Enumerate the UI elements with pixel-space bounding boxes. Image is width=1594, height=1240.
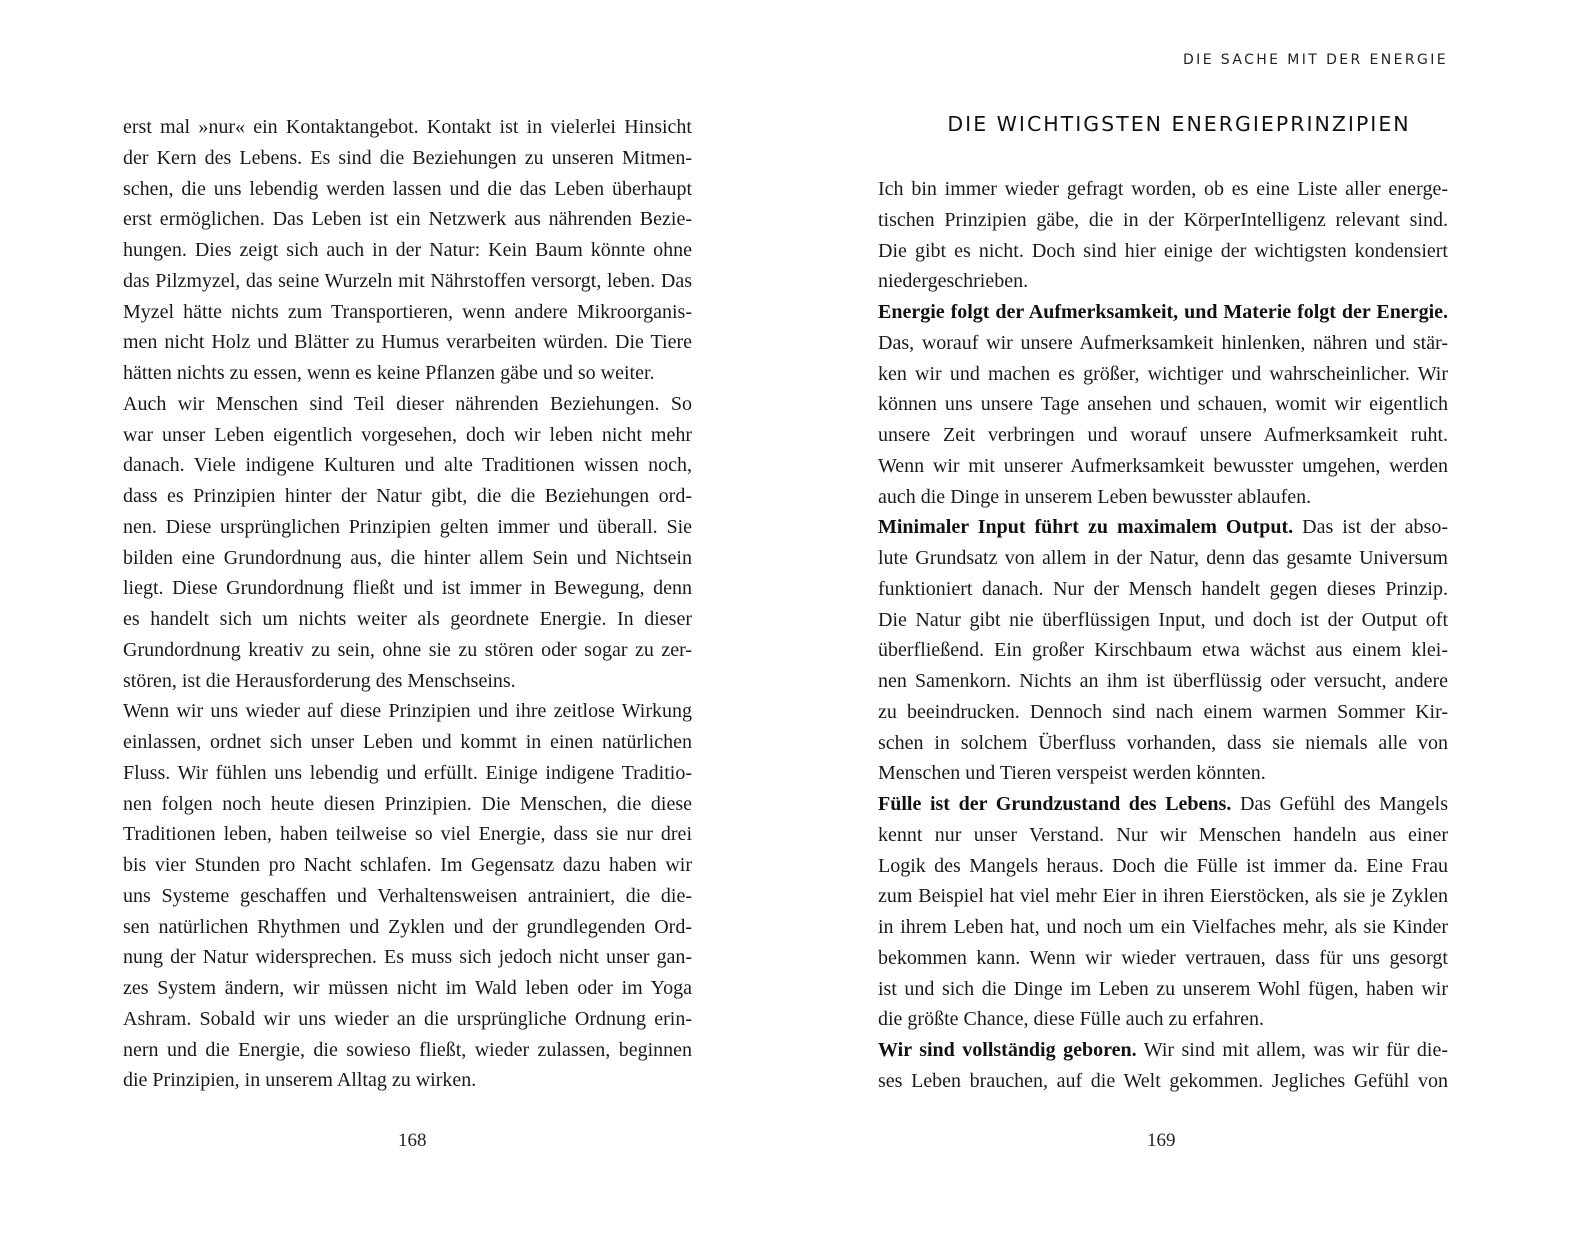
text-line [878,666,1448,697]
right-body-text [878,174,1448,1097]
text-line [878,420,1448,451]
text-line [878,789,1448,820]
line-text: Menschen und Tieren verspeist werden könnten. [878,762,1266,785]
line-text: dass es Prinzipien hinter der Natur gibt, die die Beziehungen ord- [123,485,692,507]
text-line [123,942,692,973]
running-head: DIE SACHE MIT DER ENERGIE [1182,52,1448,68]
line-text: kennt nur unser Verstand. Nur wir Menschen handeln aus einer [878,823,1448,846]
text-line [123,143,692,174]
text-line [123,789,692,820]
line-text: nen folgen noch heute diesen Prinzipien. Die Menschen, die diese [123,792,692,815]
text-line [123,204,692,235]
text-line [123,512,692,543]
line-text: uns Systeme geschaffen und Verhaltensweisen antrainiert, die die- [123,884,692,907]
line-text: Die gibt es nicht. Doch sind hier einige der wichtigsten kondensiert [878,239,1448,262]
line-text: Wir sind mit allem, was wir für die- [1136,1039,1449,1061]
line-text: Myzel hätte nichts zum Transportieren, wenn andere Mikroorganis- [123,300,692,323]
text-line [123,266,692,297]
line-text: Wenn wir mit unserer Aufmerksamkeit bewusster umgehen, werden [878,454,1448,477]
line-text: in ihrem Leben hat, und noch um ein Vielfaches mehr, als sie Kinder [878,916,1448,938]
line-text: stören, ist die Herausforderung des Menschseins. [123,669,516,692]
text-line [878,297,1448,328]
text-line [878,1035,1448,1066]
text-line [123,758,692,789]
text-line [878,820,1448,851]
line-text: es handelt sich um nichts weiter als geordnete Energie. In dieser [123,608,692,630]
line-text: tischen Prinzipien gäbe, die in der KörperIntelligenz relevant sind. [878,208,1448,231]
text-line [123,881,692,912]
text-line [123,235,692,266]
line-text: bekommen kann. Wenn wir wieder vertrauen, dass für uns gesorgt [878,946,1448,969]
line-text: Wenn wir uns wieder auf diese Prinzipien und ihre zeitlose Wirkung [123,700,692,723]
line-text: Auch wir Menschen sind Teil dieser nährenden Beziehungen. So [123,392,692,415]
text-line [123,327,692,358]
text-line [123,112,692,143]
line-text: der Kern des Lebens. Es sind die Beziehungen zu unseren Mitmen- [123,146,692,169]
text-line [878,728,1448,759]
line-text: Grundordnung kreativ zu sein, ohne sie zu stören oder sogar zu zer- [123,638,692,661]
text-line [123,604,692,635]
text-line [123,727,692,758]
line-text: erst mal »nur« ein Kontaktangebot. Kontakt ist in vielerlei Hinsicht [123,116,692,138]
text-line [123,666,692,697]
line-text: Das ist der abso- [1293,516,1449,539]
text-line [123,573,692,604]
line-text: hungen. Dies zeigt sich auch in der Natur: Kein Baum könnte ohne [123,239,692,261]
line-text: ken wir und machen es größer, wichtiger und wahrscheinlicher. Wir [878,362,1448,385]
text-line [123,1035,692,1066]
line-text: ses Leben brauchen, auf die Welt gekommen. Jegliches Gefühl von [878,1069,1448,1092]
line-text: Das, worauf wir unsere Aufmerksamkeit hinlenken, nähren und stär- [878,331,1448,354]
text-line [878,912,1448,943]
text-line [878,943,1448,974]
text-line [878,881,1448,912]
text-line [878,758,1448,789]
line-text: lute Grundsatz von allem in der Natur, denn das gesamte Universum [878,547,1448,569]
line-text: Logik des Mangels heraus. Doch die Fülle ist immer da. Eine Frau [878,854,1448,877]
bold-principle: Fülle ist der Grundzustand des Lebens. [878,793,1232,815]
bold-principle: Minimaler Input führt zu maximalem Output. [878,516,1294,539]
line-text: erst ermöglichen. Das Leben ist ein Netzwerk aus nährenden Bezie- [123,208,692,231]
text-line [878,389,1448,420]
line-text: auch die Dinge in unserem Leben bewusster ablaufen. [878,485,1312,508]
line-text: sen natürlichen Rhythmen und Zyklen und der grundlegenden Ord- [123,915,692,938]
text-line [878,359,1448,390]
line-text: können uns unsere Tage ansehen und schauen, womit wir eigentlich [878,393,1448,416]
line-text: nen Samenkorn. Nichts an ihm ist überflüssig oder versucht, andere [878,670,1448,692]
line-text: zu beeindrucken. Dennoch sind nach einem warmen Sommer Kir- [878,700,1448,723]
line-text: schen in solchem Überfluss vorhanden, dass sie niemals alle von [878,731,1448,754]
line-text: die Prinzipien, in unserem Alltag zu wirken. [123,1069,477,1092]
line-text: zum Beispiel hat viel mehr Eier in ihren Eierstöcken, als sie je Zyklen [878,885,1448,908]
line-text: Ashram. Sobald wir uns wieder an die ursprüngliche Ordnung erin- [123,1007,692,1030]
line-text: einlassen, ordnet sich unser Leben und kommt in einen natürlichen [123,731,692,753]
line-text: Ich bin immer wieder gefragt worden, ob es eine Liste aller energe- [878,178,1448,200]
text-line [878,236,1448,267]
text-line [878,974,1448,1005]
line-text: Das Gefühl des Mangels [1231,793,1448,815]
line-text: hätten nichts zu essen, wenn es keine Pflanzen gäbe und so weiter. [123,362,655,384]
line-text: überfließend. Ein großer Kirschbaum etwa wächst aus einem klei- [878,639,1448,662]
text-line [878,697,1448,728]
text-line [878,605,1448,636]
text-line [123,420,692,451]
right-page [797,0,1594,1240]
text-line [123,297,692,328]
text-line [878,512,1448,543]
line-text: unsere Zeit verbringen und worauf unsere Aufmerksamkeit ruht. [878,424,1448,446]
right-page-number: 169 [1147,1130,1176,1151]
line-text: funktioniert danach. Nur der Mensch handelt gegen dieses Prinzip. [878,577,1448,600]
line-text: nern und die Energie, die sowieso fließt, wieder zulassen, beginnen [123,1038,692,1061]
text-line [123,635,692,666]
line-text: nen. Diese ursprünglichen Prinzipien gelten immer und überall. Sie [123,515,692,538]
line-text: die größte Chance, diese Fülle auch zu erfahren. [878,1008,1264,1031]
line-text: ist und sich die Dinge im Leben zu unserem Wohl fügen, haben wir [878,977,1448,1000]
line-text: danach. Viele indigene Kulturen und alte Traditionen wissen noch, [123,454,692,477]
line-text: das Pilzmyzel, das seine Wurzeln mit Nährstoffen versorgt, leben. Das [123,269,692,292]
text-line [878,543,1448,574]
text-line [878,174,1448,205]
bold-principle: Energie folgt der Aufmerksamkeit, und Materie folgt der Energie. [878,301,1448,323]
text-line [123,819,692,850]
left-body-text [123,112,692,1096]
text-line [878,635,1448,666]
text-line [878,851,1448,882]
text-line [878,1066,1448,1097]
text-line [123,543,692,574]
text-line [123,174,692,205]
text-line [878,1004,1448,1035]
line-text: Fluss. Wir fühlen uns lebendig und erfüllt. Einige indigene Traditio- [123,761,692,784]
text-line [878,205,1448,236]
text-line [123,696,692,727]
line-text: liegt. Diese Grundordnung fließt und ist immer in Bewegung, denn [123,577,692,600]
text-line [878,328,1448,359]
line-text: nung der Natur widersprechen. Es muss sich jedoch nicht unser gan- [123,946,692,969]
line-text: Traditionen leben, haben teilweise so viel Energie, dass sie nur drei [123,823,692,846]
text-line [123,481,692,512]
text-line [123,358,692,389]
text-line [123,973,692,1004]
text-line [123,389,692,420]
text-line [123,1004,692,1035]
text-line [123,912,692,943]
text-line [123,850,692,881]
line-text: zes System ändern, wir müssen nicht im Wald leben oder im Yoga [123,977,692,999]
text-line [878,482,1448,513]
text-line [123,1065,692,1096]
line-text: niedergeschrieben. [878,270,1029,293]
text-line [878,574,1448,605]
text-line [878,451,1448,482]
section-heading: DIE WICHTIGSTEN ENERGIEPRINZIPIEN [947,112,1411,136]
text-line [123,450,692,481]
line-text: bis vier Stunden pro Nacht schlafen. Im Gegensatz dazu haben wir [123,854,692,876]
line-text: bilden eine Grundordnung aus, die hinter allem Sein und Nichtsein [123,546,692,569]
line-text: schen, die uns lebendig werden lassen und die das Leben überhaupt [123,177,692,200]
bold-principle: Wir sind vollständig geboren. [878,1039,1137,1061]
line-text: war unser Leben eigentlich vorgesehen, doch wir leben nicht mehr [123,423,692,446]
left-page-number: 168 [398,1130,427,1151]
text-line [878,266,1448,297]
line-text: Die Natur gibt nie überflüssigen Input, und doch ist der Output oft [878,608,1448,631]
line-text: men nicht Holz und Blätter zu Humus verarbeiten würden. Die Tiere [123,331,692,354]
